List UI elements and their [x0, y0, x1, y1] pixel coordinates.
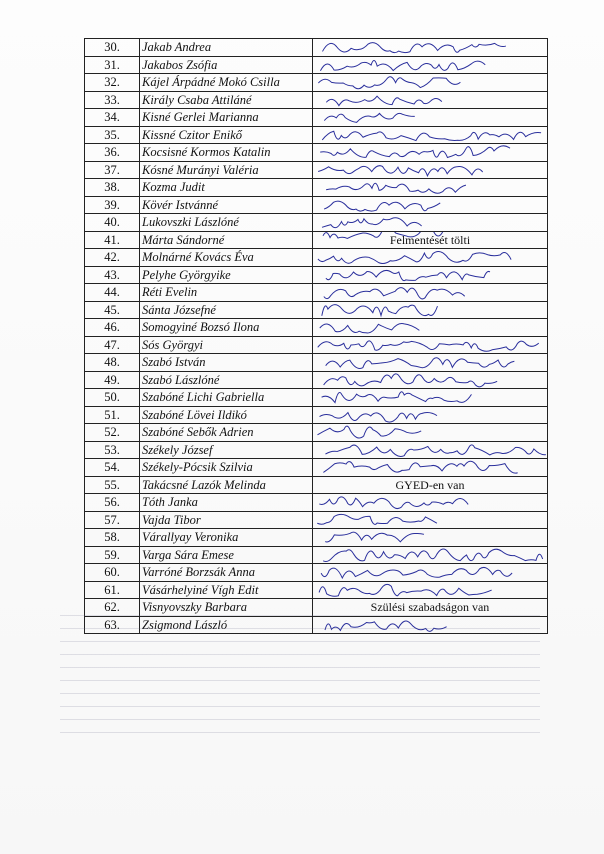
person-name: Sánta Józsefné	[140, 301, 313, 319]
handwritten-signature	[313, 109, 538, 127]
absence-note: Szülési szabadságon van	[370, 600, 490, 615]
signature-cell	[313, 249, 548, 267]
signature-cell	[313, 424, 548, 442]
signature-cell	[313, 284, 548, 302]
table-row	[85, 196, 548, 214]
signature-cell	[313, 546, 548, 564]
signature-cell	[313, 406, 548, 424]
row-number: 39.	[85, 196, 140, 214]
handwritten-signature	[313, 494, 538, 512]
table-row	[85, 231, 548, 249]
row-number: 50.	[85, 389, 140, 407]
row-number: 57.	[85, 511, 140, 529]
row-number: 31.	[85, 56, 140, 74]
signature-cell	[313, 144, 548, 162]
person-name: Kájel Árpádné Mokó Csilla	[140, 74, 313, 92]
row-number: 36.	[85, 144, 140, 162]
row-number: 35.	[85, 126, 140, 144]
row-number: 37.	[85, 161, 140, 179]
handwritten-signature	[313, 511, 538, 529]
person-name: Jakab Andrea	[140, 39, 313, 57]
person-name: Márta Sándorné	[140, 231, 313, 249]
signature-cell	[313, 494, 548, 512]
signature-cell	[313, 179, 548, 197]
person-name: Vajda Tibor	[140, 511, 313, 529]
table-row	[85, 371, 548, 389]
table-row	[85, 511, 548, 529]
person-name: Várallyay Veronika	[140, 529, 313, 547]
person-name: Lukovszki Lászlóné	[140, 214, 313, 232]
person-name: Molnárné Kovács Éva	[140, 249, 313, 267]
handwritten-signature	[313, 319, 538, 337]
row-number: 53.	[85, 441, 140, 459]
handwritten-signature	[313, 56, 538, 74]
person-name: Székely József	[140, 441, 313, 459]
handwritten-signature	[313, 564, 538, 582]
person-name: Tóth Janka	[140, 494, 313, 512]
signature-cell	[313, 371, 548, 389]
row-number: 49.	[85, 371, 140, 389]
handwritten-signature	[313, 231, 538, 246]
signature-cell	[313, 581, 548, 599]
signature-cell	[313, 161, 548, 179]
table-row	[85, 91, 548, 109]
signature-cell	[313, 266, 548, 284]
handwritten-signature	[313, 179, 538, 197]
table-row	[85, 441, 548, 459]
handwritten-signature	[313, 424, 538, 442]
table-row	[85, 336, 548, 354]
person-name: Jakabos Zsófia	[140, 56, 313, 74]
signature-cell	[313, 109, 548, 127]
handwritten-signature	[313, 529, 538, 547]
table-row	[85, 109, 548, 127]
person-name: Kövér Istvánné	[140, 196, 313, 214]
person-name: Kocsisné Kormos Katalin	[140, 144, 313, 162]
signature-cell	[313, 319, 548, 337]
table-row	[85, 284, 548, 302]
signature-cell	[313, 196, 548, 214]
signature-cell	[313, 511, 548, 529]
table-row	[85, 476, 548, 494]
person-name: Varróné Borzsák Anna	[140, 564, 313, 582]
handwritten-signature	[313, 39, 538, 57]
row-number: 60.	[85, 564, 140, 582]
row-number: 46.	[85, 319, 140, 337]
table-row	[85, 564, 548, 582]
attendance-table	[84, 38, 548, 634]
handwritten-signature	[313, 284, 538, 302]
signature-cell	[313, 336, 548, 354]
person-name: Király Csaba Attiláné	[140, 91, 313, 109]
row-number: 32.	[85, 74, 140, 92]
row-number: 38.	[85, 179, 140, 197]
row-number: 55.	[85, 476, 140, 494]
person-name: Sós Györgyi	[140, 336, 313, 354]
signature-cell	[313, 354, 548, 372]
table-row	[85, 599, 548, 617]
row-number: 44.	[85, 284, 140, 302]
signature-cell	[313, 599, 548, 617]
table-row	[85, 319, 548, 337]
person-name: Szabó István	[140, 354, 313, 372]
handwritten-signature	[313, 91, 538, 109]
handwritten-signature	[313, 74, 538, 92]
handwritten-signature	[313, 459, 538, 477]
row-number: 40.	[85, 214, 140, 232]
person-name: Varga Sára Emese	[140, 546, 313, 564]
handwritten-signature	[313, 126, 538, 144]
table-row	[85, 424, 548, 442]
row-number: 41.	[85, 231, 140, 249]
table-row	[85, 529, 548, 547]
signature-cell	[313, 39, 548, 57]
row-number: 54.	[85, 459, 140, 477]
handwritten-signature	[313, 389, 538, 407]
handwritten-signature	[313, 266, 538, 284]
table-row	[85, 546, 548, 564]
handwritten-signature	[313, 301, 538, 319]
table-row	[85, 56, 548, 74]
row-number: 30.	[85, 39, 140, 57]
person-name: Szabóné Lövei Ildikó	[140, 406, 313, 424]
signature-cell	[313, 459, 548, 477]
table-row	[85, 301, 548, 319]
signature-cell	[313, 231, 548, 249]
table-row	[85, 161, 548, 179]
table-row	[85, 459, 548, 477]
person-name: Szabó Lászlóné	[140, 371, 313, 389]
signature-cell	[313, 214, 548, 232]
person-name: Kisné Gerlei Marianna	[140, 109, 313, 127]
show-through-background	[60, 615, 540, 775]
handwritten-signature	[313, 161, 538, 179]
table-row	[85, 39, 548, 57]
row-number: 52.	[85, 424, 140, 442]
table-row	[85, 144, 548, 162]
table-row	[85, 214, 548, 232]
table-row	[85, 74, 548, 92]
table-row	[85, 354, 548, 372]
signature-cell	[313, 476, 548, 494]
absence-note: GYED-en van	[395, 477, 465, 492]
signature-cell	[313, 441, 548, 459]
handwritten-signature	[313, 144, 538, 162]
table-row	[85, 581, 548, 599]
row-number: 48.	[85, 354, 140, 372]
person-name: Pelyhe Györgyike	[140, 266, 313, 284]
handwritten-signature	[313, 336, 538, 354]
row-number: 61.	[85, 581, 140, 599]
table-row	[85, 406, 548, 424]
handwritten-signature	[313, 196, 538, 214]
row-number: 43.	[85, 266, 140, 284]
absence-note: Felmentését tölti	[389, 232, 471, 247]
signature-cell	[313, 529, 548, 547]
row-number: 34.	[85, 109, 140, 127]
person-name: Kozma Judit	[140, 179, 313, 197]
row-number: 63.	[85, 616, 140, 634]
row-number: 33.	[85, 91, 140, 109]
handwritten-signature	[313, 371, 538, 389]
table-row	[85, 249, 548, 267]
person-name: Szabóné Lichi Gabriella	[140, 389, 313, 407]
person-name: Szabóné Sebők Adrien	[140, 424, 313, 442]
row-number: 59.	[85, 546, 140, 564]
person-name: Réti Evelin	[140, 284, 313, 302]
signature-cell	[313, 301, 548, 319]
person-name: Visnyovszky Barbara	[140, 599, 313, 617]
handwritten-signature	[313, 406, 538, 424]
person-name: Kósné Murányi Valéria	[140, 161, 313, 179]
table-row	[85, 126, 548, 144]
handwritten-signature	[313, 441, 538, 459]
signature-cell	[313, 56, 548, 74]
signature-cell	[313, 91, 548, 109]
person-name: Zsigmond László	[140, 616, 313, 634]
row-number: 47.	[85, 336, 140, 354]
row-number: 58.	[85, 529, 140, 547]
signature-cell	[313, 74, 548, 92]
handwritten-signature	[313, 581, 538, 599]
person-name: Kissné Czitor Enikő	[140, 126, 313, 144]
row-number: 42.	[85, 249, 140, 267]
signature-cell	[313, 126, 548, 144]
person-name: Vásárhelyiné Vígh Edit	[140, 581, 313, 599]
row-number: 51.	[85, 406, 140, 424]
table-row	[85, 179, 548, 197]
handwritten-signature	[313, 546, 538, 564]
table-row	[85, 266, 548, 284]
row-number: 45.	[85, 301, 140, 319]
person-name: Somogyiné Bozsó Ilona	[140, 319, 313, 337]
table-row	[85, 494, 548, 512]
person-name: Takácsné Lazók Melinda	[140, 476, 313, 494]
signature-cell	[313, 389, 548, 407]
person-name: Székely-Pócsik Szilvia	[140, 459, 313, 477]
signature-cell	[313, 564, 548, 582]
table-row	[85, 389, 548, 407]
handwritten-signature	[313, 249, 538, 267]
row-number: 62.	[85, 599, 140, 617]
handwritten-signature	[313, 214, 538, 232]
handwritten-signature	[313, 354, 538, 372]
row-number: 56.	[85, 494, 140, 512]
